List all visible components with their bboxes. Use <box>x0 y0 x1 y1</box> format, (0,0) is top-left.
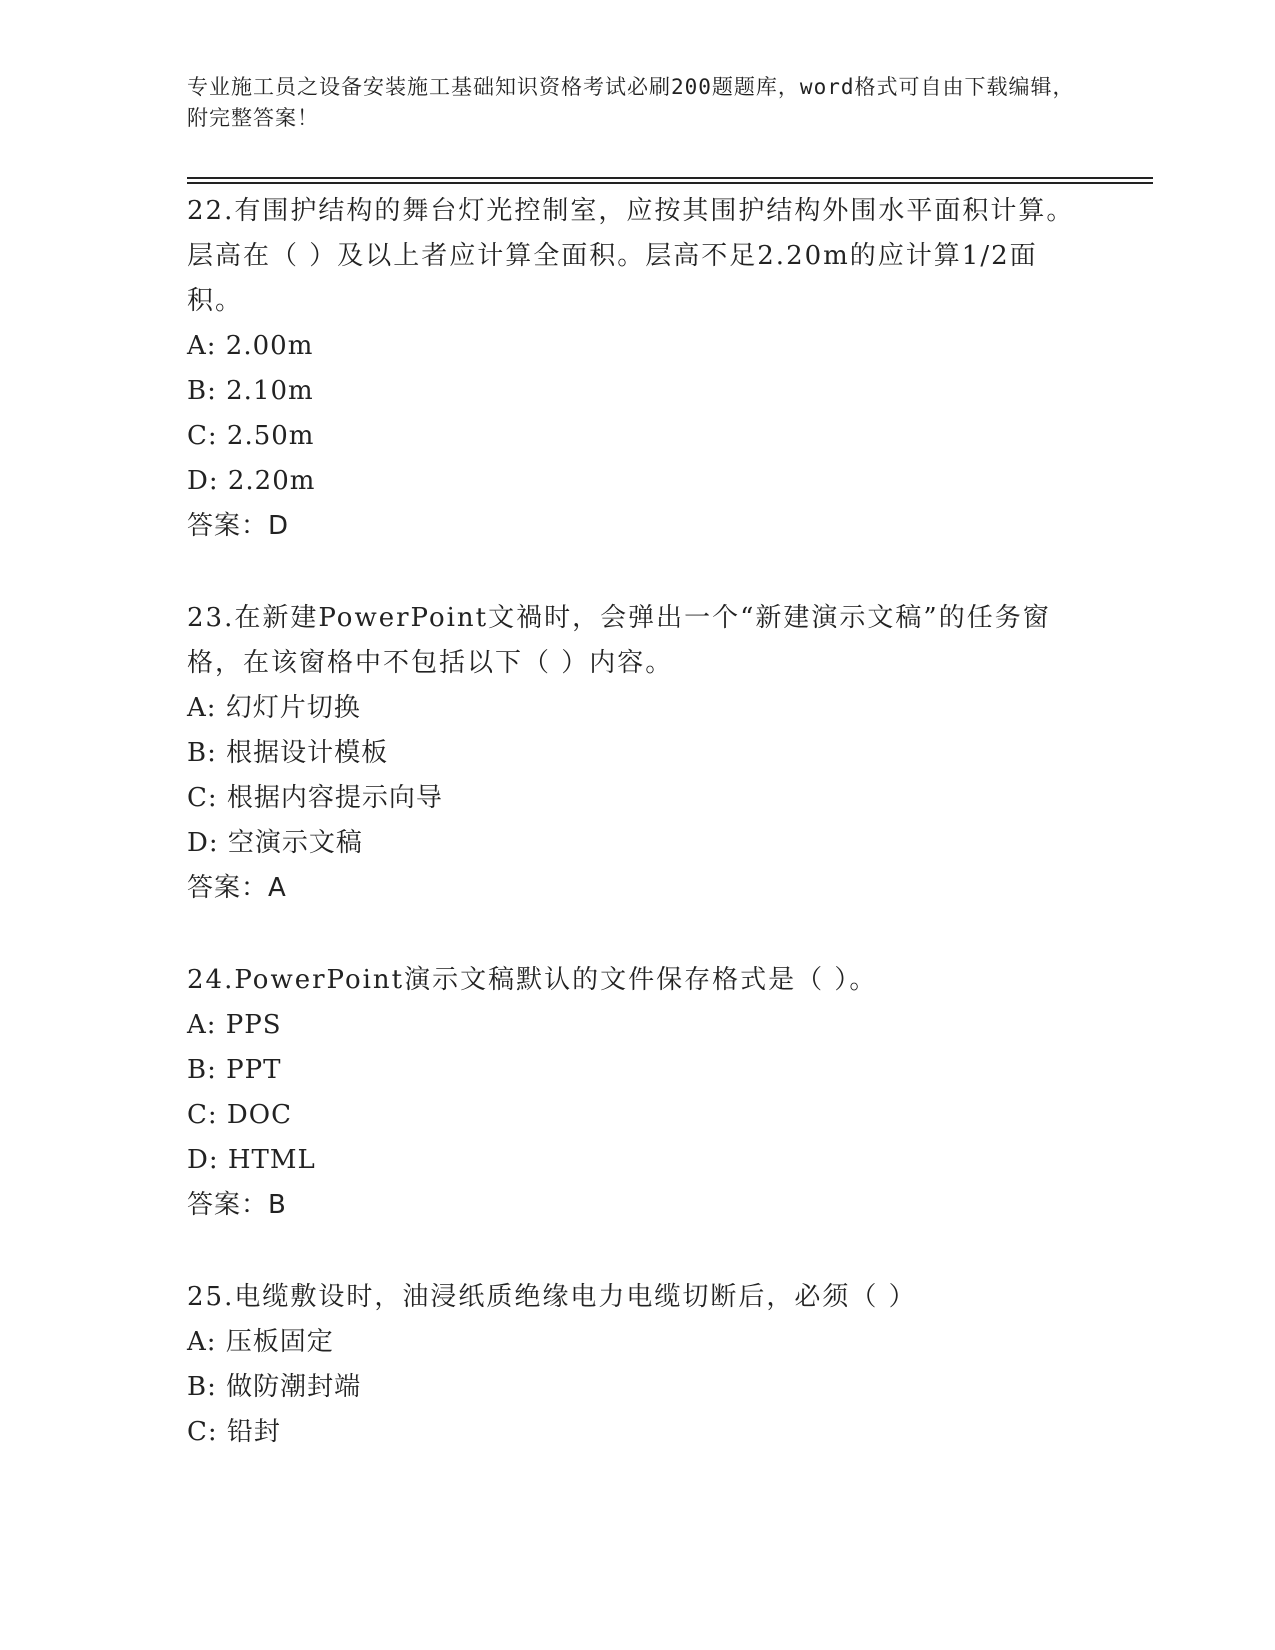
header-divider-top <box>187 177 1153 179</box>
question-stem: 23.在新建PowerPoint文禍时，会弹出一个“新建演示文稿”的任务窗格，在该窗格中不包括以下（ ）内容。 <box>187 603 1051 678</box>
header-divider-bottom <box>187 182 1153 184</box>
option-c: C: 根据内容提示向导 <box>187 783 443 813</box>
option-b: B: 2.10m <box>187 376 314 406</box>
question-list <box>187 189 1087 1455</box>
answer-label: 答案：A <box>187 873 287 903</box>
spacer <box>187 911 1087 958</box>
option-d: D: 2.20m <box>187 466 316 496</box>
question-22 <box>187 189 1087 549</box>
question-23 <box>187 596 1087 911</box>
option-c: C: 2.50m <box>187 421 315 451</box>
option-d: D: 空演示文稿 <box>187 828 363 858</box>
question-25 <box>187 1275 1087 1455</box>
option-a: A: PPS <box>187 1010 282 1040</box>
option-b: B: 做防潮封端 <box>187 1372 362 1402</box>
option-a: A: 2.00m <box>187 331 314 361</box>
document-header: 专业施工员之设备安装施工基础知识资格考试必刷200题题库，word格式可自由下载编辑，附完整答案！ <box>187 75 1075 130</box>
option-d: D: HTML <box>187 1145 316 1175</box>
option-c: C: 铅封 <box>187 1417 281 1447</box>
question-stem: 24.PowerPoint演示文稿默认的文件保存格式是（ ）。 <box>187 965 878 995</box>
spacer <box>187 1228 1087 1275</box>
option-a: A: 压板固定 <box>187 1327 334 1357</box>
spacer <box>187 549 1087 596</box>
question-24 <box>187 958 1087 1228</box>
option-a: A: 幻灯片切换 <box>187 693 361 723</box>
question-stem: 22.有围护结构的舞台灯光控制室，应按其围护结构外围水平面积计算。层高在（ ）及以上者应计算全面积。层高不足2.20m的应计算1/2面积。 <box>187 196 1075 316</box>
question-stem: 25.电缆敷设时，油浸纸质绝缘电力电缆切断后，必须（ ） <box>187 1282 917 1312</box>
option-c: C: DOC <box>187 1100 292 1130</box>
answer-label: 答案：B <box>187 1190 287 1220</box>
option-b: B: 根据设计模板 <box>187 738 389 768</box>
answer-label: 答案：D <box>187 511 290 541</box>
option-b: B: PPT <box>187 1055 282 1085</box>
